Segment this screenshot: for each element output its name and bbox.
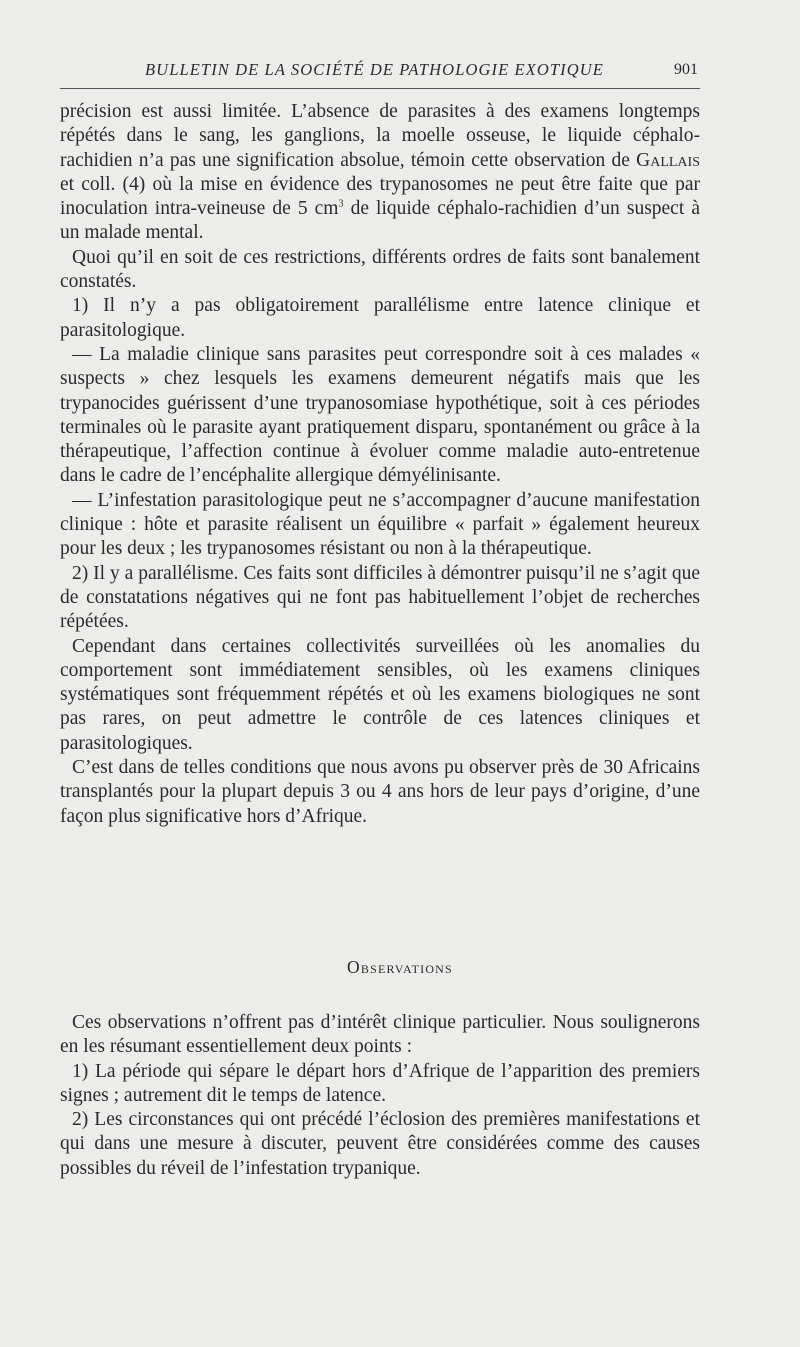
section-paragraph-3: 2) Les circonstances qui ont précédé l’éclosion des premières manifestations et qui dans une mesure à discuter, peuvent être considérées comme des causes possibles du réveil de l’infestation trypanique. xyxy=(60,1109,700,1179)
section-heading: Observations xyxy=(347,957,453,977)
section-paragraph-1: Ces observations n’offrent pas d’intérêt clinique particulier. Nous soulignerons en les résumant essentiellement deux points : xyxy=(60,1012,700,1058)
section-paragraph-2: 1) La période qui sépare le départ hors d’Afrique de l’apparition des premiers signes ; autrement dit le temps de latence. xyxy=(60,1060,700,1106)
running-header xyxy=(60,58,700,89)
paragraph-1 xyxy=(60,100,700,246)
author-name: Gallais xyxy=(636,149,700,171)
page-number: 901 xyxy=(674,61,698,78)
body-text xyxy=(60,100,700,829)
paragraph-7: Cependant dans certaines collectivités surveillées où les anomalies du comportement sont immédiatement sensibles, où les examens cliniques systématiques sont fréquemment répétés et où les examens biologiques ne sont pas rares, on peut admettre le contrôle de ces latences cliniques et parasitologiques. xyxy=(60,635,700,754)
paragraph-2: Quoi qu’il en soit de ces restrictions, différents ordres de faits sont banalement constatés. xyxy=(60,246,700,293)
paragraph-6: 2) Il y a parallélisme. Ces faits sont difficiles à démontrer puisqu’il ne s’agit que de constatations négatives qui ne font pas habituellement l’objet de recherches répétées. xyxy=(60,562,700,633)
paragraph-5: — L’infestation parasitologique peut ne s’accompagner d’aucune manifestation clinique : hôte et parasite réalisent un équilibre « parfait » également heureux pour les deux ; les trypanosomes résistant ou non à la thérapeutique. xyxy=(60,489,700,560)
paragraph-4: — La maladie clinique sans parasites peut correspondre soit à ces malades « suspects » chez lesquels les examens demeurent négatifs mais que les trypanocides guérissent d’une trypanosomiase hypothétique, soit à ces périodes terminales où le parasite ayant pratiquement disparu, spontanément ou grâce à la thérapeutique, l’affection continue à évoluer comme maladie auto-entretenue dans le cadre de l’encéphalite allergique démyélinisante. xyxy=(60,343,700,487)
superscript: 3 xyxy=(338,198,344,210)
paragraph-8: C’est dans de telles conditions que nous avons pu observer près de 30 Africains transplantés pour la plupart depuis 3 ou 4 ans hors de leur pays d’origine, d’une façon plus significative hors d’Afrique. xyxy=(60,757,700,827)
journal-title: BULLETIN DE LA SOCIÉTÉ DE PATHOLOGIE EXOTIQUE xyxy=(145,60,604,79)
paragraph-1-text-c: de liquide céphalo-rachidien d’un suspect à un malade mental. xyxy=(60,198,700,244)
paragraph-3: 1) Il n’y a pas obligatoirement parallélisme entre latence clinique et parasitologique. xyxy=(60,295,700,341)
paragraph-1-text-a: précision est aussi limitée. L’absence de parasites à des examens longtemps répétés dans le sang, les ganglions, la moelle osseuse, le liquide céphalo-rachidien n’a pas une signification absolue, témoin cette observation de xyxy=(60,101,700,171)
paragraph-1-text-b: et coll. (4) où la mise en évidence des trypanosomes ne peut être faite que par inoculation intra-veineuse de 5 cm xyxy=(60,173,700,220)
section-body xyxy=(60,1011,700,1181)
